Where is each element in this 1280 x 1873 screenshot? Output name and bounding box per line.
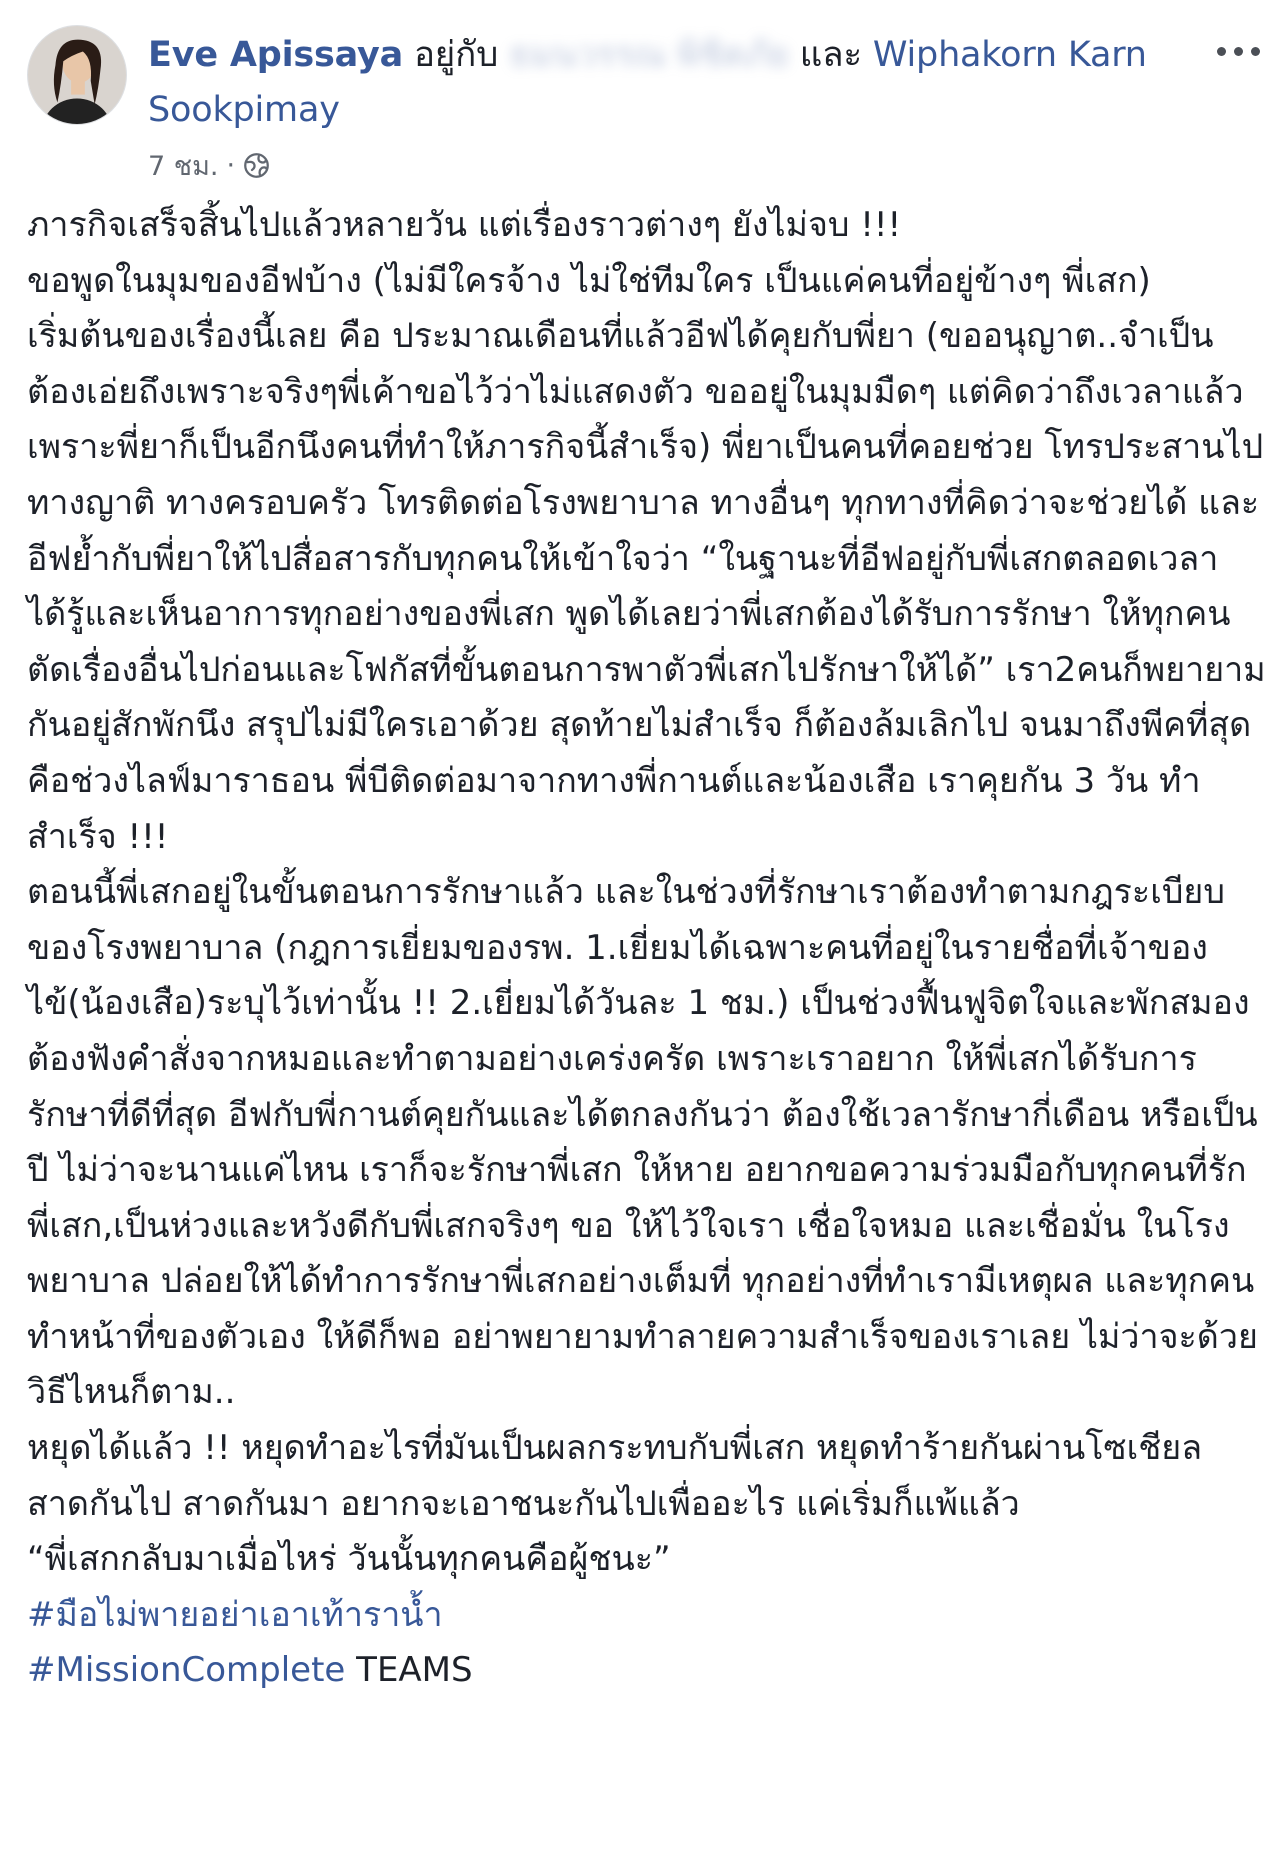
avatar[interactable] [27,25,127,125]
hashtag-line [27,1588,1267,1644]
meta-separator: · [226,149,236,181]
post-paragraph: ภารกิจเสร็จสิ้นไปแล้วหลายวัน แต่เรื่องราวต่างๆ ยังไม่จบ !!! [27,205,902,245]
more-options-icon[interactable] [1208,34,1268,68]
and-text: และ [799,35,862,75]
post-meta [148,145,270,185]
author-name[interactable]: Eve Apissaya [148,35,404,75]
post-body [27,198,1267,1699]
globe-icon[interactable] [243,152,270,179]
tagged-friend-blurred[interactable]: ธมนวรรณ พิชิตภัย [509,35,789,75]
post-paragraph: ตอนนี้พี่เสกอยู่ในขั้นตอนการรักษาแล้ว และในช่วงที่รักษาเราต้องทำตามกฎระเบียบของโรงพยาบาล (กฎการเยี่ยมของรพ. 1.เยี่ยมได้เฉพาะคนที่อยู่ในรายชื่อที่เจ้าของไข้(น้องเสือ)ระบุไว้เท่านั้น !! 2.เยี่ยมได้วันละ 1 ชม.) เป็นช่วงฟื้นฟูจิตใจและพักสมอง ต้องฟังคำสั่งจากหมอและทำตามอย่างเคร่งครัด เพราะเราอยาก ให้พี่เสกได้รับการรักษาที่ดีที่สุด อีฟกับพี่กานต์คุยกันและได้ตกลงกันว่า ต้องใช้เวลารักษากี่เดือน หรือเป็นปี ไม่ว่าจะนานแค่ไหน เราก็จะรักษาพี่เสก ให้หาย อยากขอความร่วมมือกับทุกคนที่รักพี่เสก,เป็นห่วงและหวังดีกับพี่เสกจริงๆ ขอ ให้ไว้ใจเรา เชื่อใจหมอ และเชื่อมั่น ในโรงพยาบาล ปล่อยให้ได้ทำการรักษาพี่เสกอย่างเต็มที่ ทุกอย่างที่ทำเรามีเหตุผล และทุกคนทำหน้าที่ของตัวเอง ให้ดีก็พอ อย่าพยายามทำลายความสำเร็จของเราเลย ไม่ว่าจะด้วยวิธีไหนก็ตาม.. [27,872,1258,1413]
post-paragraph: หยุดได้แล้ว !! หยุดทำอะไรที่มันเป็นผลกระทบกับพี่เสก หยุดทำร้ายกันผ่านโซเชียล สาดกันไป สาดกันมา อยากจะเอาชนะกันไปเพื่ออะไร แค่เริ่มก็แพ้แล้ว [27,1428,1203,1524]
post-header [148,28,1198,138]
post-paragraph: เริ่มต้นของเรื่องนี้เลย คือ ประมาณเดือนที่แล้วอีฟได้คุยกับพี่ยา (ขออนุญาต..จำเป็นต้องเอ่ยถึงเพราะจริงๆพี่เค้าขอไว้ว่าไม่แสดงตัว ขออยู่ในมุมมืดๆ แต่คิดว่าถึงเวลาแล้ว เพราะพี่ยาก็เป็นอีกนึงคนที่ทำให้ภารกิจนี้สำเร็จ) พี่ยาเป็นคนที่คอยช่วย โทรประสานไปทางญาติ ทางครอบครัว โทรติดต่อโรงพยาบาล ทางอื่นๆ ทุกทางที่คิดว่าจะช่วยได้ และอีฟย้ำกับพี่ยาให้ไปสื่อสารกับทุกคนให้เข้าใจว่า “ในฐานะที่อีฟอยู่กับพี่เสกตลอดเวลา ได้รู้และเห็นอาการทุกอย่างของพี่เสก พูดได้เลยว่าพี่เสกต้องได้รับการรักษา ให้ทุกคนตัดเรื่องอื่นไปก่อนและโฟกัสที่ขั้นตอนการพาตัวพี่เสกไปรักษาให้ได้” เรา2คนก็พยายามกันอยู่สักพักนึง สรุปไม่มีใครเอาด้วย สุดท้ายไม่สำเร็จ ก็ต้องล้มเลิกไป จนมาถึงพีคที่สุด คือช่วงไลฟ์มาราธอน พี่บีติดต่อมาจากทางพี่กานต์และน้องเสือ เราคุยกัน 3 วัน ทำสำเร็จ !!! [27,316,1266,857]
avatar-image [28,26,126,124]
teams-text: TEAMS [356,1650,473,1691]
hashtag-link[interactable]: #มือไม่พายอย่าเอาเท้าราน้ำ [27,1594,443,1635]
with-text: อยู่กับ [413,35,499,75]
hashtag-line [27,1643,1267,1699]
post-paragraph: “พี่เสกกลับมาเมื่อไหร่ วันนั้นทุกคนคือผู้ชนะ” [27,1539,671,1580]
tagged-friend-name[interactable]: Wiphakorn Karn Sookpimay [148,35,1147,130]
post-paragraph: ขอพูดในมุมของอีฟบ้าง (ไม่มีใครจ้าง ไม่ใช่ทีมใคร เป็นแค่คนที่อยู่ข้างๆ พี่เสก) [27,260,1151,301]
post-time[interactable]: 7 ชม. [148,150,219,182]
hashtag-link[interactable]: #MissionComplete [27,1650,346,1691]
